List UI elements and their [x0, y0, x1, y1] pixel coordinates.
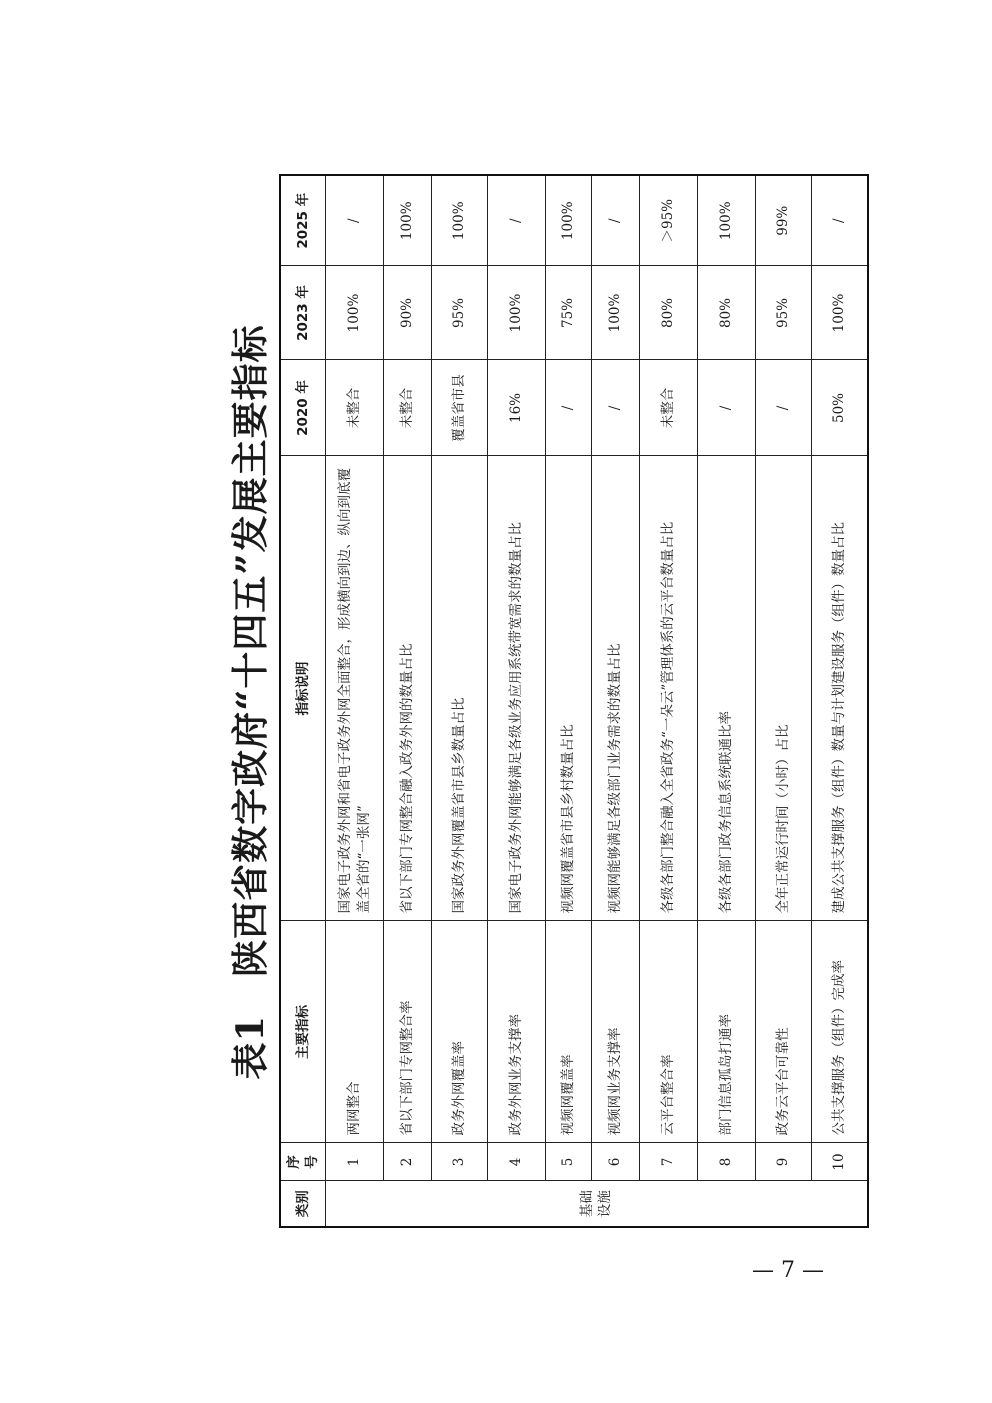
row-description: 国家政务外网覆盖省市县乡数量占比 — [432, 456, 488, 921]
row-indicator: 部门信息孤岛打通率 — [698, 921, 756, 1143]
row-2025: 100% — [546, 175, 592, 266]
table-row — [756, 175, 812, 1227]
row-number: 9 — [756, 1143, 812, 1181]
row-2023: 80% — [698, 266, 756, 360]
row-number: 1 — [326, 1143, 384, 1181]
row-2020: 未整合 — [640, 360, 698, 456]
row-indicator: 政务云平台可靠性 — [756, 921, 812, 1143]
row-indicator: 云平台整合率 — [640, 921, 698, 1143]
table-row — [592, 175, 640, 1227]
row-number: 8 — [698, 1143, 756, 1181]
row-2023: 90% — [384, 266, 432, 360]
row-description: 各级各部门政务信息系统联通比率 — [698, 456, 756, 921]
row-2023: 75% — [546, 266, 592, 360]
row-description: 各级各部门整合融入全省政务“一朵云”管理体系的云平台数量占比 — [640, 456, 698, 921]
table-row — [488, 175, 546, 1227]
page-number: — 7 — — [752, 1258, 824, 1283]
row-2025: ＞95% — [640, 175, 698, 266]
row-number: 7 — [640, 1143, 698, 1181]
row-indicator: 政务外网业务支撑率 — [488, 921, 546, 1143]
row-2023: 100% — [592, 266, 640, 360]
row-description: 国家电子政务外网和省电子政务外网全面整合，形成横向到边、纵向到底覆盖全省的“一张网” — [326, 456, 384, 921]
row-2020: 未整合 — [326, 360, 384, 456]
header-2020: 2020 年 — [280, 360, 326, 456]
table-row — [326, 175, 384, 1227]
header-index: 序号 — [280, 1143, 326, 1181]
row-description: 视频网覆盖省市县乡村数量占比 — [546, 456, 592, 921]
row-2023: 95% — [432, 266, 488, 360]
row-2025: 100% — [698, 175, 756, 266]
row-indicator: 公共支撑服务（组件）完成率 — [812, 921, 868, 1143]
row-2025: / — [812, 175, 868, 266]
header-description: 指标说明 — [280, 456, 326, 921]
row-2023: 95% — [756, 266, 812, 360]
row-2025: 100% — [384, 175, 432, 266]
row-indicator: 视频网业务支撑率 — [592, 921, 640, 1143]
table-row — [432, 175, 488, 1227]
indicators-table — [279, 174, 869, 1228]
row-2023: 100% — [812, 266, 868, 360]
row-indicator: 省以下部门专网整合率 — [384, 921, 432, 1143]
row-2020: / — [546, 360, 592, 456]
table-row — [546, 175, 592, 1227]
row-description: 省以下部门专网整合融入政务外网的数量占比 — [384, 456, 432, 921]
row-2020: 16% — [488, 360, 546, 456]
row-number: 10 — [812, 1143, 868, 1181]
rotated-page-content — [222, 172, 862, 1232]
table-row — [640, 175, 698, 1227]
header-2025: 2025 年 — [280, 175, 326, 266]
row-2025: / — [326, 175, 384, 266]
row-description: 视频网能够满足各级部门业务需求的数量占比 — [592, 456, 640, 921]
header-2023: 2023 年 — [280, 266, 326, 360]
row-2023: 100% — [326, 266, 384, 360]
table-row — [812, 175, 868, 1227]
header-category: 类别 — [280, 1181, 326, 1227]
row-description: 全年正常运行时间（小时）占比 — [756, 456, 812, 921]
table-row — [384, 175, 432, 1227]
row-indicator: 两网整合 — [326, 921, 384, 1143]
row-2020: / — [698, 360, 756, 456]
row-2020: 覆盖省市县 — [432, 360, 488, 456]
row-number: 6 — [592, 1143, 640, 1181]
row-number: 5 — [546, 1143, 592, 1181]
table-header-row — [280, 175, 326, 1227]
row-2025: 100% — [432, 175, 488, 266]
row-number: 4 — [488, 1143, 546, 1181]
row-2020: 未整合 — [384, 360, 432, 456]
row-number: 3 — [432, 1143, 488, 1181]
row-2025: 99% — [756, 175, 812, 266]
row-2020: / — [756, 360, 812, 456]
row-2025: / — [592, 175, 640, 266]
row-2023: 80% — [640, 266, 698, 360]
row-description: 国家电子政务外网能够满足各级业务应用系统带宽需求的数量占比 — [488, 456, 546, 921]
row-description: 建成公共支撑服务（组件）数量与计划建设服务（组件）数量占比 — [812, 456, 868, 921]
table-row — [698, 175, 756, 1227]
row-indicator: 政务外网覆盖率 — [432, 921, 488, 1143]
row-2023: 100% — [488, 266, 546, 360]
row-2020: / — [592, 360, 640, 456]
page-title: 表1 陕西省数字政府“十四五”发展主要指标 — [228, 324, 272, 1080]
category-cell: 基础设施 — [326, 1181, 868, 1227]
row-number: 2 — [384, 1143, 432, 1181]
row-indicator: 视频网覆盖率 — [546, 921, 592, 1143]
row-2025: / — [488, 175, 546, 266]
row-2020: 50% — [812, 360, 868, 456]
header-indicator: 主要指标 — [280, 921, 326, 1143]
